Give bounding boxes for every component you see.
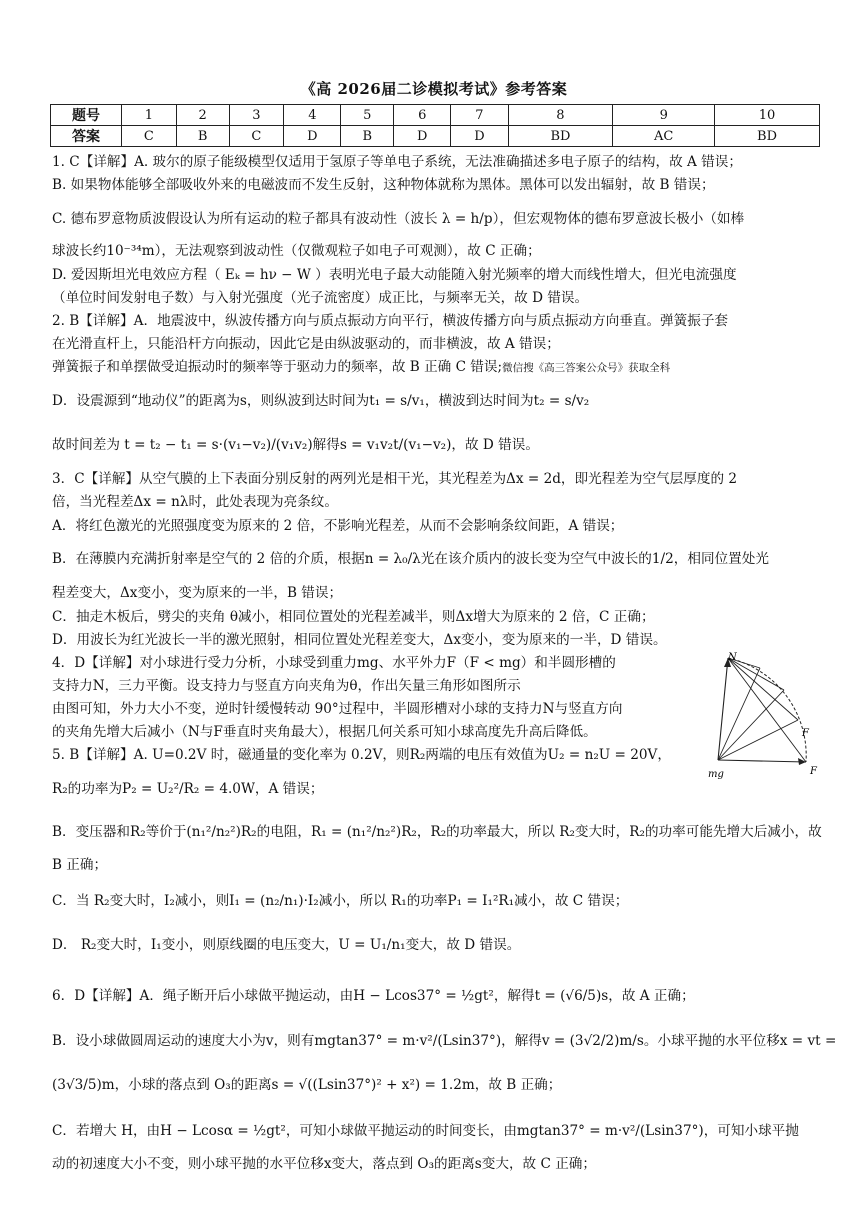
text-line: 动的初速度大小不变，则小球平抛的水平位移x变大，落点到 O₃的距离s变大，故 C 正确； bbox=[52, 1156, 596, 1172]
vector-line bbox=[728, 658, 806, 762]
table-row bbox=[51, 105, 820, 126]
text-line: 倍，当光程差Δx = nλ时，此处表现为亮条纹。 bbox=[52, 494, 338, 510]
table-cell: 5 bbox=[341, 105, 394, 126]
watermark-note: 微信搜《高三答案公众号》获取全科 bbox=[502, 362, 671, 374]
table-cell: 6 bbox=[394, 105, 451, 126]
table-row bbox=[51, 126, 820, 147]
arrowhead bbox=[798, 758, 806, 765]
text-line: B 正确； bbox=[52, 857, 108, 873]
text-line: B．设小球做圆周运动的速度大小为v，则有mgtan37° = m·v²/(Lsin37°)，解得v = (3√2/2)m/s。小球平抛的水平位移x = vt = bbox=[52, 1033, 837, 1049]
table-cell: 1 bbox=[122, 105, 177, 126]
text-line: D．用波长为红光波长一半的激光照射，相同位置处光程差变大，Δx变小，变为原来的一半，D 错误。 bbox=[52, 632, 667, 648]
text-line: 4．D【详解】对小球进行受力分析，小球受到重力mg、水平外力F（F < mg）和半圆形槽的 bbox=[52, 655, 616, 671]
table-cell: BD bbox=[508, 126, 613, 147]
text-line: C. 德布罗意物质波假设认为所有运动的粒子都具有波动性（波长 λ = h/p），但宏观物体的德布罗意波长极小（如棒 bbox=[52, 211, 745, 227]
text-line: 程差变大，Δx变小，变为原来的一半，B 错误； bbox=[52, 585, 343, 601]
table-cell: B bbox=[176, 126, 229, 147]
text-line: 支持力N，三力平衡。设支持力与竖直方向夹角为θ，作出矢量三角形如图所示 bbox=[52, 678, 521, 694]
table-cell: 2 bbox=[176, 105, 229, 126]
table-cell: 9 bbox=[613, 105, 715, 126]
vector-line bbox=[728, 658, 798, 720]
text-line: R₂的功率为P₂ = U₂²/R₂ = 4.0W，A 错误； bbox=[52, 781, 324, 797]
table-cell: B bbox=[341, 126, 394, 147]
table-cell: D bbox=[451, 126, 508, 147]
text-line: A．将红色激光的光照强度变为原来的 2 倍，不影响光程差，从而不会影响条纹间距，A 错误； bbox=[52, 518, 624, 534]
label-f: F bbox=[802, 728, 809, 739]
text-line: D．设震源到“地动仪”的距离为s，则纵波到达时间为t₁ = s/v₁，横波到达时间为t₂ = s/v₂ bbox=[52, 393, 590, 409]
vector-line bbox=[718, 720, 798, 760]
text-line: 的夹角先增大后减小（N与F垂直时夹角最大），根据几何关系可知小球高度先升高后降低。 bbox=[52, 724, 597, 740]
table-cell: 4 bbox=[284, 105, 341, 126]
vector-line bbox=[718, 668, 760, 760]
text-span: 弹簧振子和单摆做受迫振动时的频率等于驱动力的频率，故 B 正确 C 错误; bbox=[52, 359, 503, 375]
table-header-number: 题号 bbox=[51, 105, 122, 126]
vector-line bbox=[718, 658, 728, 760]
text-line: 1. C【详解】A. 玻尔的原子能级模型仅适用于氢原子等单电子系统，无法准确描述多电子原子的结构，故 A 错误； bbox=[52, 154, 742, 170]
text-line: (3√3/5)m，小球的落点到 O₃的距离s = √((Lsin37°)² + x²) = 1.2m，故 B 正确； bbox=[52, 1077, 562, 1093]
text-line: B. 如果物体能够全部吸收外来的电磁波而不发生反射，这种物体就称为黑体。黑体可以发出辐射，故 B 错误； bbox=[52, 177, 715, 193]
text-line: C．抽走木板后，劈尖的夹角 θ减小，相同位置处的光程差减半，则Δx增大为原来的 2 倍，C 正确； bbox=[52, 609, 655, 625]
table-cell: D bbox=[394, 126, 451, 147]
table-cell: D bbox=[284, 126, 341, 147]
table-cell: 3 bbox=[229, 105, 284, 126]
table-cell: 8 bbox=[508, 105, 613, 126]
table-cell: AC bbox=[613, 126, 715, 147]
table-cell: C bbox=[122, 126, 177, 147]
text-line: C．当 R₂变大时，I₂减小，则I₁ = (n₂/n₁)·I₂减小，所以 R₁的功率P₁ = I₁²R₁减小，故 C 错误； bbox=[52, 893, 629, 909]
text-line: C．若增大 H，由H − Lcosα = ½gt²，可知小球做平抛运动的时间变长，由mgtan37° = m·v²/(Lsin37°)，可知小球平抛 bbox=[52, 1123, 799, 1139]
page-title: 《高 2026届二诊模拟考试》参考答案 bbox=[300, 80, 568, 98]
vector-line bbox=[718, 760, 806, 762]
text-line: 3．C【详解】从空气膜的上下表面分别反射的两列光是相干光，其光程差为Δx = 2d，即光程差为空气层厚度的 2 bbox=[52, 471, 738, 487]
answer-table bbox=[50, 104, 820, 147]
text-line: 在光滑直杆上，只能沿杆方向振动，因此它是由纵波驱动的，而非横波，故 A 错误； bbox=[52, 336, 560, 352]
text-line: 由图可知，外力大小不变，逆时针缓慢转动 90°过程中，半圆形槽对小球的支持力N与竖直方向 bbox=[52, 701, 623, 717]
text-line bbox=[52, 358, 670, 377]
label-mg: mg bbox=[708, 769, 724, 780]
text-line: 5. B【详解】A. U=0.2V 时，磁通量的变化率为 0.2V，则R₂两端的电压有效值为U₂ = n₂U = 20V， bbox=[52, 747, 671, 763]
table-header-answer: 答案 bbox=[51, 126, 122, 147]
table-cell: 7 bbox=[451, 105, 508, 126]
label-n: N bbox=[728, 652, 737, 663]
text-line: 6．D【详解】A．绳子断开后小球做平抛运动，由H − Lcos37° = ½gt²，解得t = (√6/5)s，故 A 正确； bbox=[52, 988, 695, 1004]
text-line: 球波长约10⁻³⁴m），无法观察到波动性（仅微观粒子如电子可观测），故 C 正确； bbox=[52, 243, 541, 259]
text-line: D. 爱因斯坦光电效应方程（ Eₖ = hν − W ）表明光电子最大动能随入射光频率的增大而线性增大，但光电流强度 bbox=[52, 267, 737, 283]
text-line: 故时间差为 t = t₂ − t₁ = s·(v₁−v₂)/(v₁v₂)解得s = v₁v₂t/(v₁−v₂)，故 D 错误。 bbox=[52, 437, 539, 453]
text-line: B．变压器和R₂等价于(n₁²/n₂²)R₂的电阻，R₁ = (n₁²/n₂²)R₂，R₂的功率最大，所以 R₂变大时，R₂的功率可能先增大后减小，故 bbox=[52, 824, 822, 840]
text-line: （单位时间发射电子数）与入射光强度（光子流密度）成正比，与频率无关，故 D 错误。 bbox=[52, 290, 589, 306]
table-cell: BD bbox=[715, 126, 820, 147]
text-line: B．在薄膜内充满折射率是空气的 2 倍的介质，根据n = λ₀/λ光在该介质内的波长变为空气中波长的1/2，相同位置处光 bbox=[52, 551, 769, 567]
force-triangle-diagram bbox=[698, 650, 826, 780]
table-cell: C bbox=[229, 126, 284, 147]
table-cell: 10 bbox=[715, 105, 820, 126]
vector-line bbox=[718, 690, 784, 760]
label-f: F bbox=[810, 766, 817, 777]
text-line: 2. B【详解】A．地震波中，纵波传播方向与质点振动方向平行，横波传播方向与质点振动方向垂直。弹簧振子套 bbox=[52, 313, 729, 329]
text-line: D． R₂变大时，I₁变小，则原线圈的电压变大，U = U₁/n₁变大，故 D 错误。 bbox=[52, 937, 521, 953]
